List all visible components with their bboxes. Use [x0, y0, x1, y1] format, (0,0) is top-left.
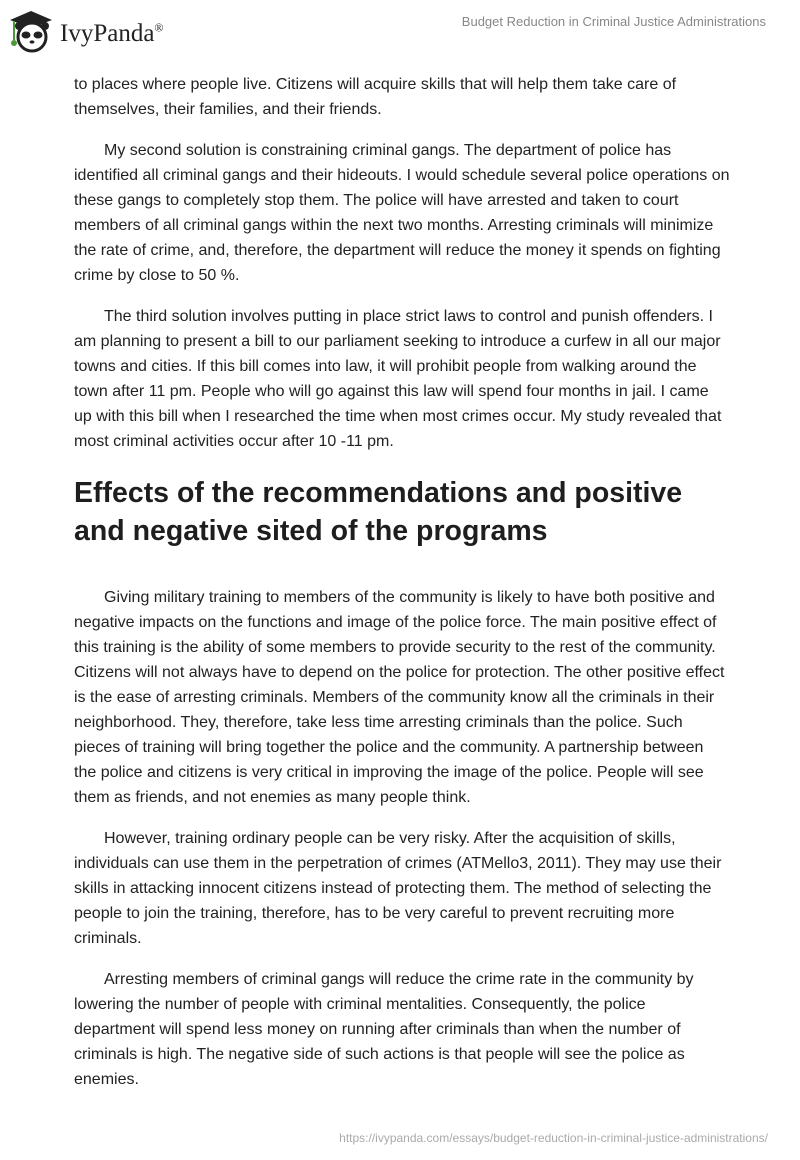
- logo[interactable]: [6, 8, 164, 54]
- essay-content: [74, 72, 730, 1108]
- source-url[interactable]: https://ivypanda.com/essays/budget-reduction-in-criminal-justice-administrations/: [339, 1131, 768, 1145]
- paragraph: The third solution involves putting in place strict laws to control and punish offenders. I am planning to present a bill to our parliament seeking to introduce a curfew in all our major towns and cities. If this bill comes into law, it will prohibit people from walking around the town after 11 pm. People who will go against this law will spend four months in jail. I came up with this bill when I researched the time when most crimes occur. My study revealed that most criminal activities occur after 10 -11 pm.: [74, 308, 722, 450]
- paragraph: My second solution is constraining criminal gangs. The department of police has identified all criminal gangs and their hideouts. I would schedule several police operations on these gangs to completely stop them. The police will have arrested and taken to court members of all criminal gangs within the next two months. Arresting criminals will minimize the rate of crime, and, therefore, the department will reduce the money it spends on fighting crime by close to 50 %.: [74, 142, 730, 284]
- brand-name: [60, 20, 164, 48]
- paragraph: However, training ordinary people can be very risky. After the acquisition of skills, individuals can use them in the perpetration of crimes (ATMello3, 2011). They may use their skills in attacking innocent citizens instead of protecting them. The method of selecting the people to join the training, therefore, has to be very careful to prevent recruiting more criminals.: [74, 830, 722, 947]
- paragraph: to places where people live. Citizens will acquire skills that will help them take care of themselves, their families, and their friends.: [74, 76, 677, 118]
- registered-mark: ®: [154, 20, 164, 35]
- section-heading: Effects of the recommendations and positive and negative sited of the programs: [74, 477, 683, 547]
- panda-graduate-icon: [6, 8, 56, 54]
- paragraph: Giving military training to members of the community is likely to have both positive and negative impacts on the functions and image of the police force. The main positive effect of this training is the ability of some members to provide security to the rest of the community. Citizens will not always have to depend on the police for protection. The other positive effect is the ease of arresting criminals. Members of the community know all the criminals in their neighborhood. They, therefore, take less time arresting criminals than the police. Such pieces of training will bring together the police and the community. A partnership between the police and citizens is very critical in improving the image of the police. People will see them as friends, and not enemies as many people think.: [74, 589, 725, 806]
- document-title: Budget Reduction in Criminal Justice Administrations: [461, 14, 766, 29]
- paragraph: Arresting members of criminal gangs will reduce the crime rate in the community by lowering the number of people with criminal mentalities. Consequently, the police department will spend less money on running after criminals than when the number of criminals is high. The negative side of such actions is that people will see the police as enemies.: [74, 971, 694, 1088]
- brand-text: IvyPanda: [60, 20, 155, 47]
